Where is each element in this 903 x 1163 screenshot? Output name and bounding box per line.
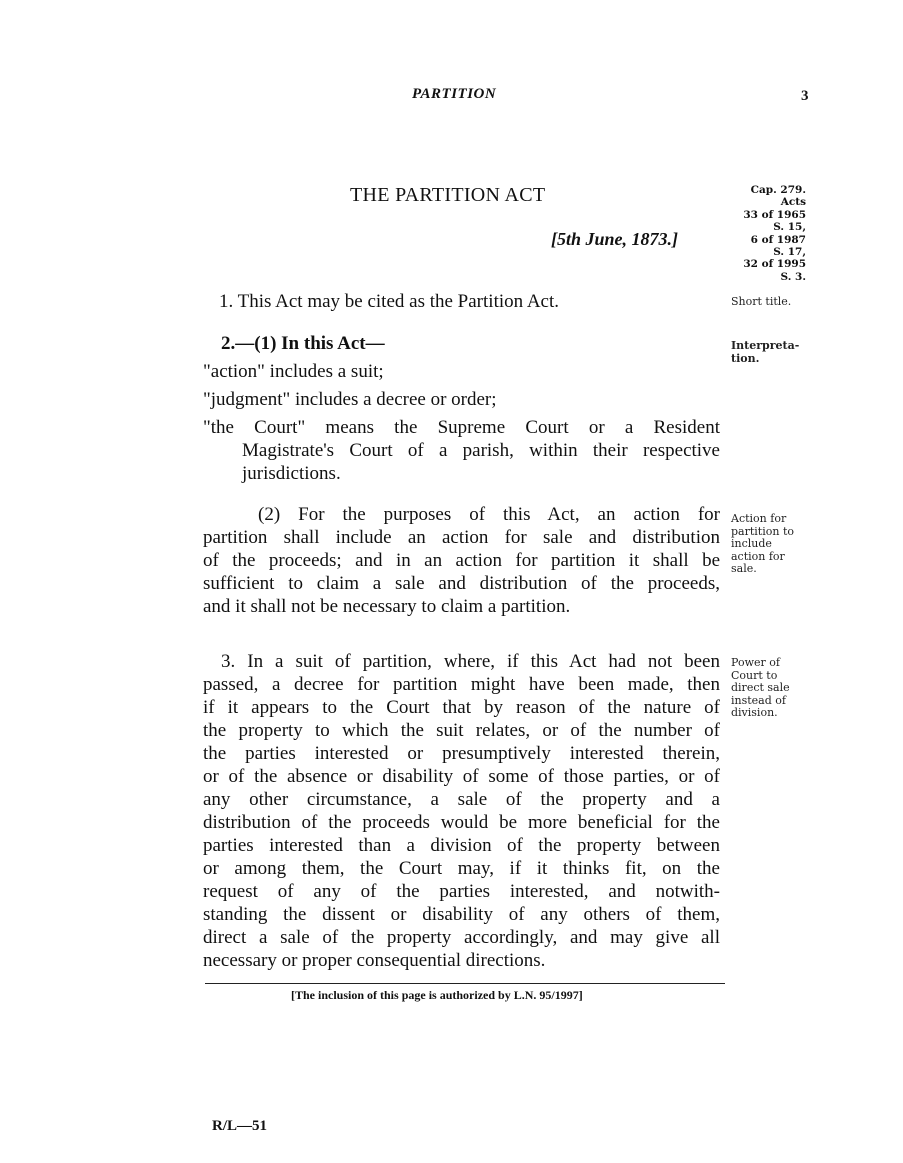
subsection-2-line: partition shall include an action for sale and distribution [203,527,720,548]
margin-line: include [731,537,772,550]
section-3-line: request of any of the parties interested, and notwith- [203,881,720,902]
margin-line: Action for [731,512,787,525]
subsection-2-margin-note [731,513,794,576]
definition-action: "action" includes a suit; [203,361,384,382]
citation-line: S. 3. [780,270,806,283]
citation-line: S. 17, [773,246,806,259]
section-3-line: if it appears to the Court that by reason of the nature of [203,697,720,718]
margin-line: Power of [731,656,780,669]
section-1-margin-note: Short title. [731,295,792,308]
footer-rule [205,983,725,984]
section-3-line: the property to which the suit relates, or of the number of [203,720,720,741]
running-head: PARTITION [412,86,497,102]
section-3-line: direct a sale of the property accordingly, and may give all [203,927,720,948]
footer-authorization-note: [The inclusion of this page is authorized by L.N. 95/1997] [291,988,583,1002]
citation-line: Acts [780,196,806,209]
margin-line: Court to [731,668,778,682]
definition-judgment: "judgment" includes a decree or order; [203,389,497,410]
section-3-line: any other circumstance, a sale of the property and a [203,789,720,810]
subsection-2-line: of the proceeds; and in an action for partition it shall be [203,550,720,571]
definition-court-line: "the Court" means the Supreme Court or a Resident [203,417,720,438]
act-title: THE PARTITION ACT [350,184,546,206]
section-3-line: the parties interested or presumptively interested therein, [203,743,720,764]
margin-line: instead of [731,693,786,707]
section-3-line: or among them, the Court may, if it thinks fit, on the [203,858,720,879]
section-1-text: 1. This Act may be cited as the Partition Act. [219,291,560,312]
subsection-2-line: (2) For the purposes of this Act, an action for [258,504,720,525]
citation-line: 33 of 1965 [743,208,806,221]
section-3-margin-note [731,657,790,720]
margin-line: tion. [731,351,760,365]
sheet-reference: R/L—51 [212,1118,268,1134]
margin-line: partition to [731,524,794,538]
section-3-line: parties interested than a division of the property between [203,835,720,856]
section-2-heading: 2.—(1) In this Act— [221,333,385,354]
citation-line: 32 of 1995 [743,258,806,271]
page-number: 3 [801,88,809,104]
section-3-line: passed, a decree for partition might have been made, then [203,674,720,695]
section-2-margin-note [731,340,799,365]
margin-line: Interpreta- [731,339,800,352]
section-3-line: necessary or proper consequential directions. [203,950,546,971]
margin-line: sale. [731,562,757,575]
section-3-line: or of the absence or disability of some of those parties, or of [203,766,720,787]
citation-line: S. 15, [773,221,806,234]
subsection-2-line: sufficient to claim a sale and distribution of the proceeds, [203,573,720,594]
section-3-line: distribution of the proceeds would be more beneficial for the [203,812,720,833]
citation-line: 6 of 1987 [750,233,806,246]
citation-note [728,184,806,283]
act-date: [5th June, 1873.] [551,229,679,249]
definition-court-line: Magistrate's Court of a parish, within their respective [242,440,720,461]
margin-line: direct sale [731,681,790,694]
section-3-line: 3. In a suit of partition, where, if this Act had not been [221,651,720,672]
margin-line: division. [731,706,778,719]
margin-line: action for [731,549,785,563]
citation-line: Cap. 279. [750,184,806,196]
section-3-line: standing the dissent or disability of any others of them, [203,904,720,925]
definition-court-line: jurisdictions. [242,463,341,484]
subsection-2-line: and it shall not be necessary to claim a partition. [203,596,571,617]
